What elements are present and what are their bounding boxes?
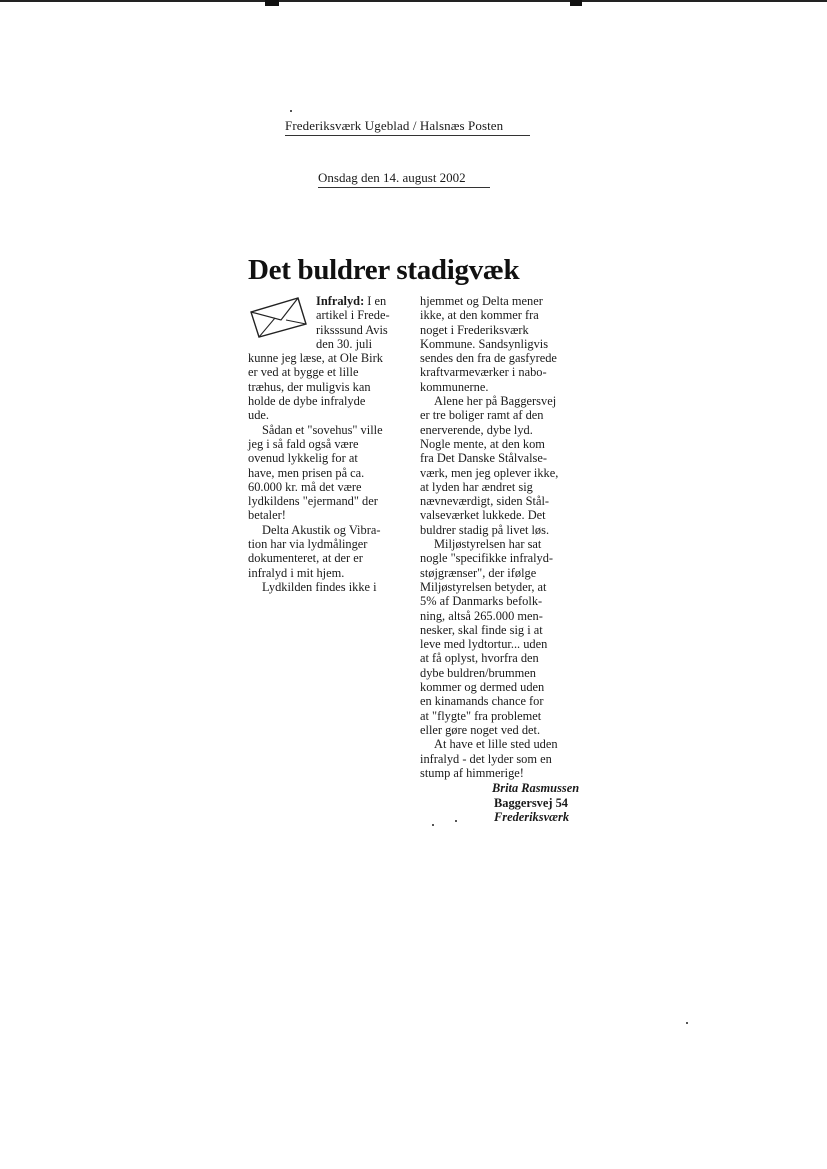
column-line: nævneværdigt, siden Stål-: [420, 494, 550, 509]
publication-date: Onsdag den 14. august 2002: [318, 170, 490, 188]
column-line: ude.: [248, 408, 269, 423]
column-line: er ved at bygge et lille: [248, 365, 359, 380]
scan-mark: [265, 0, 279, 6]
signature-street: Baggersvej 54: [494, 796, 568, 810]
column-line: 60.000 kr. må det være: [248, 479, 362, 494]
scan-speck: [686, 1022, 688, 1024]
column-line: fra Det Danske Stålvalse-: [420, 451, 547, 466]
column-line: dybe buldren/brummen: [420, 665, 536, 680]
column-line: have, men prisen på ca.: [248, 465, 365, 480]
scan-top-border: [0, 0, 827, 2]
column-line: infralyd - det lyder som en: [420, 751, 552, 766]
column-line: ikke, at den kommer fra: [420, 308, 539, 323]
paragraph: [420, 737, 578, 780]
column-line: at "flygte" fra problemet: [420, 708, 542, 723]
column-line: valseværket lukkede. Det: [420, 508, 546, 523]
column-line: artikel i Frede-: [316, 308, 390, 323]
scan-speck: [432, 824, 434, 826]
column-line: kunne jeg læse, at Ole Birk: [248, 351, 383, 366]
column-line: Alene her på Baggersvej: [434, 394, 557, 409]
column-line: eller gøre noget ved det.: [420, 722, 541, 737]
column-line: leve med lydtortur... uden: [420, 637, 548, 652]
column-line: den 30. juli: [316, 336, 373, 351]
article-column-left: [248, 294, 408, 594]
column-line: ovenud lykkelig for at: [248, 451, 358, 466]
column-line: Miljøstyrelsen betyder, at: [420, 579, 547, 594]
column-line: at få oplyst, hvorfra den: [420, 651, 539, 666]
column-line: dokumenteret, at der er: [248, 551, 363, 566]
column-line: hjemmet og Delta mener: [420, 294, 543, 308]
column-line: sendes den fra de gasfyrede: [420, 351, 557, 366]
signature-city: Frederiksværk: [494, 810, 570, 824]
column-line: lydkildens "ejermand" der: [248, 494, 378, 509]
column-line: kraftvarmeværker i nabo-: [420, 365, 547, 380]
column-line: nesker, skal finde sig i at: [420, 622, 543, 637]
column-line: riksssund Avis: [316, 322, 388, 337]
column-line: kommer og dermed uden: [420, 680, 545, 695]
scan-speck: [290, 110, 292, 112]
article-column-right: [420, 294, 578, 780]
paragraph: [420, 394, 578, 537]
column-line: kommunerne.: [420, 379, 489, 394]
column-line: [316, 294, 408, 308]
column-line-text: I en: [364, 294, 387, 308]
article-lead-word: Infralyd:: [316, 294, 365, 308]
column-line: tion har via lydmålinger: [248, 537, 368, 552]
article-headline: Det buldrer stadigvæk: [248, 254, 520, 286]
scan-mark: [570, 0, 582, 6]
column-line: Sådan et "sovehus" ville: [262, 422, 383, 437]
column-line: støjgrænser", der ifølge: [420, 565, 537, 580]
column-line: er tre boliger ramt af den: [420, 408, 544, 423]
column-line: ning, altså 265.000 men-: [420, 608, 543, 623]
column-line: enerverende, dybe lyd.: [420, 422, 533, 437]
column-line: træhus, der muligvis kan: [248, 379, 371, 394]
paragraph: [248, 580, 408, 594]
column-line: Delta Akustik og Vibra-: [262, 522, 381, 537]
column-line: Miljøstyrelsen har sat: [434, 537, 542, 552]
column-line: en kinamands chance for: [420, 694, 544, 709]
column-line: holde de dybe infralyde: [248, 394, 366, 409]
signature-name: Brita Rasmussen: [492, 781, 580, 795]
column-line: nogle "specifikke infralyd-: [420, 551, 554, 566]
scan-speck: [455, 820, 457, 822]
column-line: Kommune. Sandsynligvis: [420, 336, 549, 351]
column-line: At have et lille sted uden: [434, 737, 558, 752]
paragraph: [248, 423, 408, 523]
paragraph: [420, 294, 578, 394]
column-line: jeg i så fald også være: [248, 436, 359, 451]
column-line: Nogle mente, at den kom: [420, 436, 545, 451]
newspaper-masthead: Frederiksværk Ugeblad / Halsnæs Posten: [285, 118, 530, 136]
column-line: 5% af Danmarks befolk-: [420, 594, 543, 609]
column-line: at lyden har ændret sig: [420, 479, 533, 494]
column-line: værk, men jeg oplever ikke,: [420, 465, 559, 480]
column-line: betaler!: [248, 508, 286, 523]
column-line: buldrer stadig på livet løs.: [420, 522, 550, 537]
paragraph: [248, 523, 408, 580]
column-line: infralyd i mit hjem.: [248, 565, 345, 580]
column-line: stump af himmerige!: [420, 765, 524, 780]
column-line: Lydkilden findes ikke i: [262, 579, 377, 594]
paragraph: [420, 537, 578, 737]
column-line: noget i Frederiksværk: [420, 322, 529, 337]
paragraph: [248, 351, 408, 422]
